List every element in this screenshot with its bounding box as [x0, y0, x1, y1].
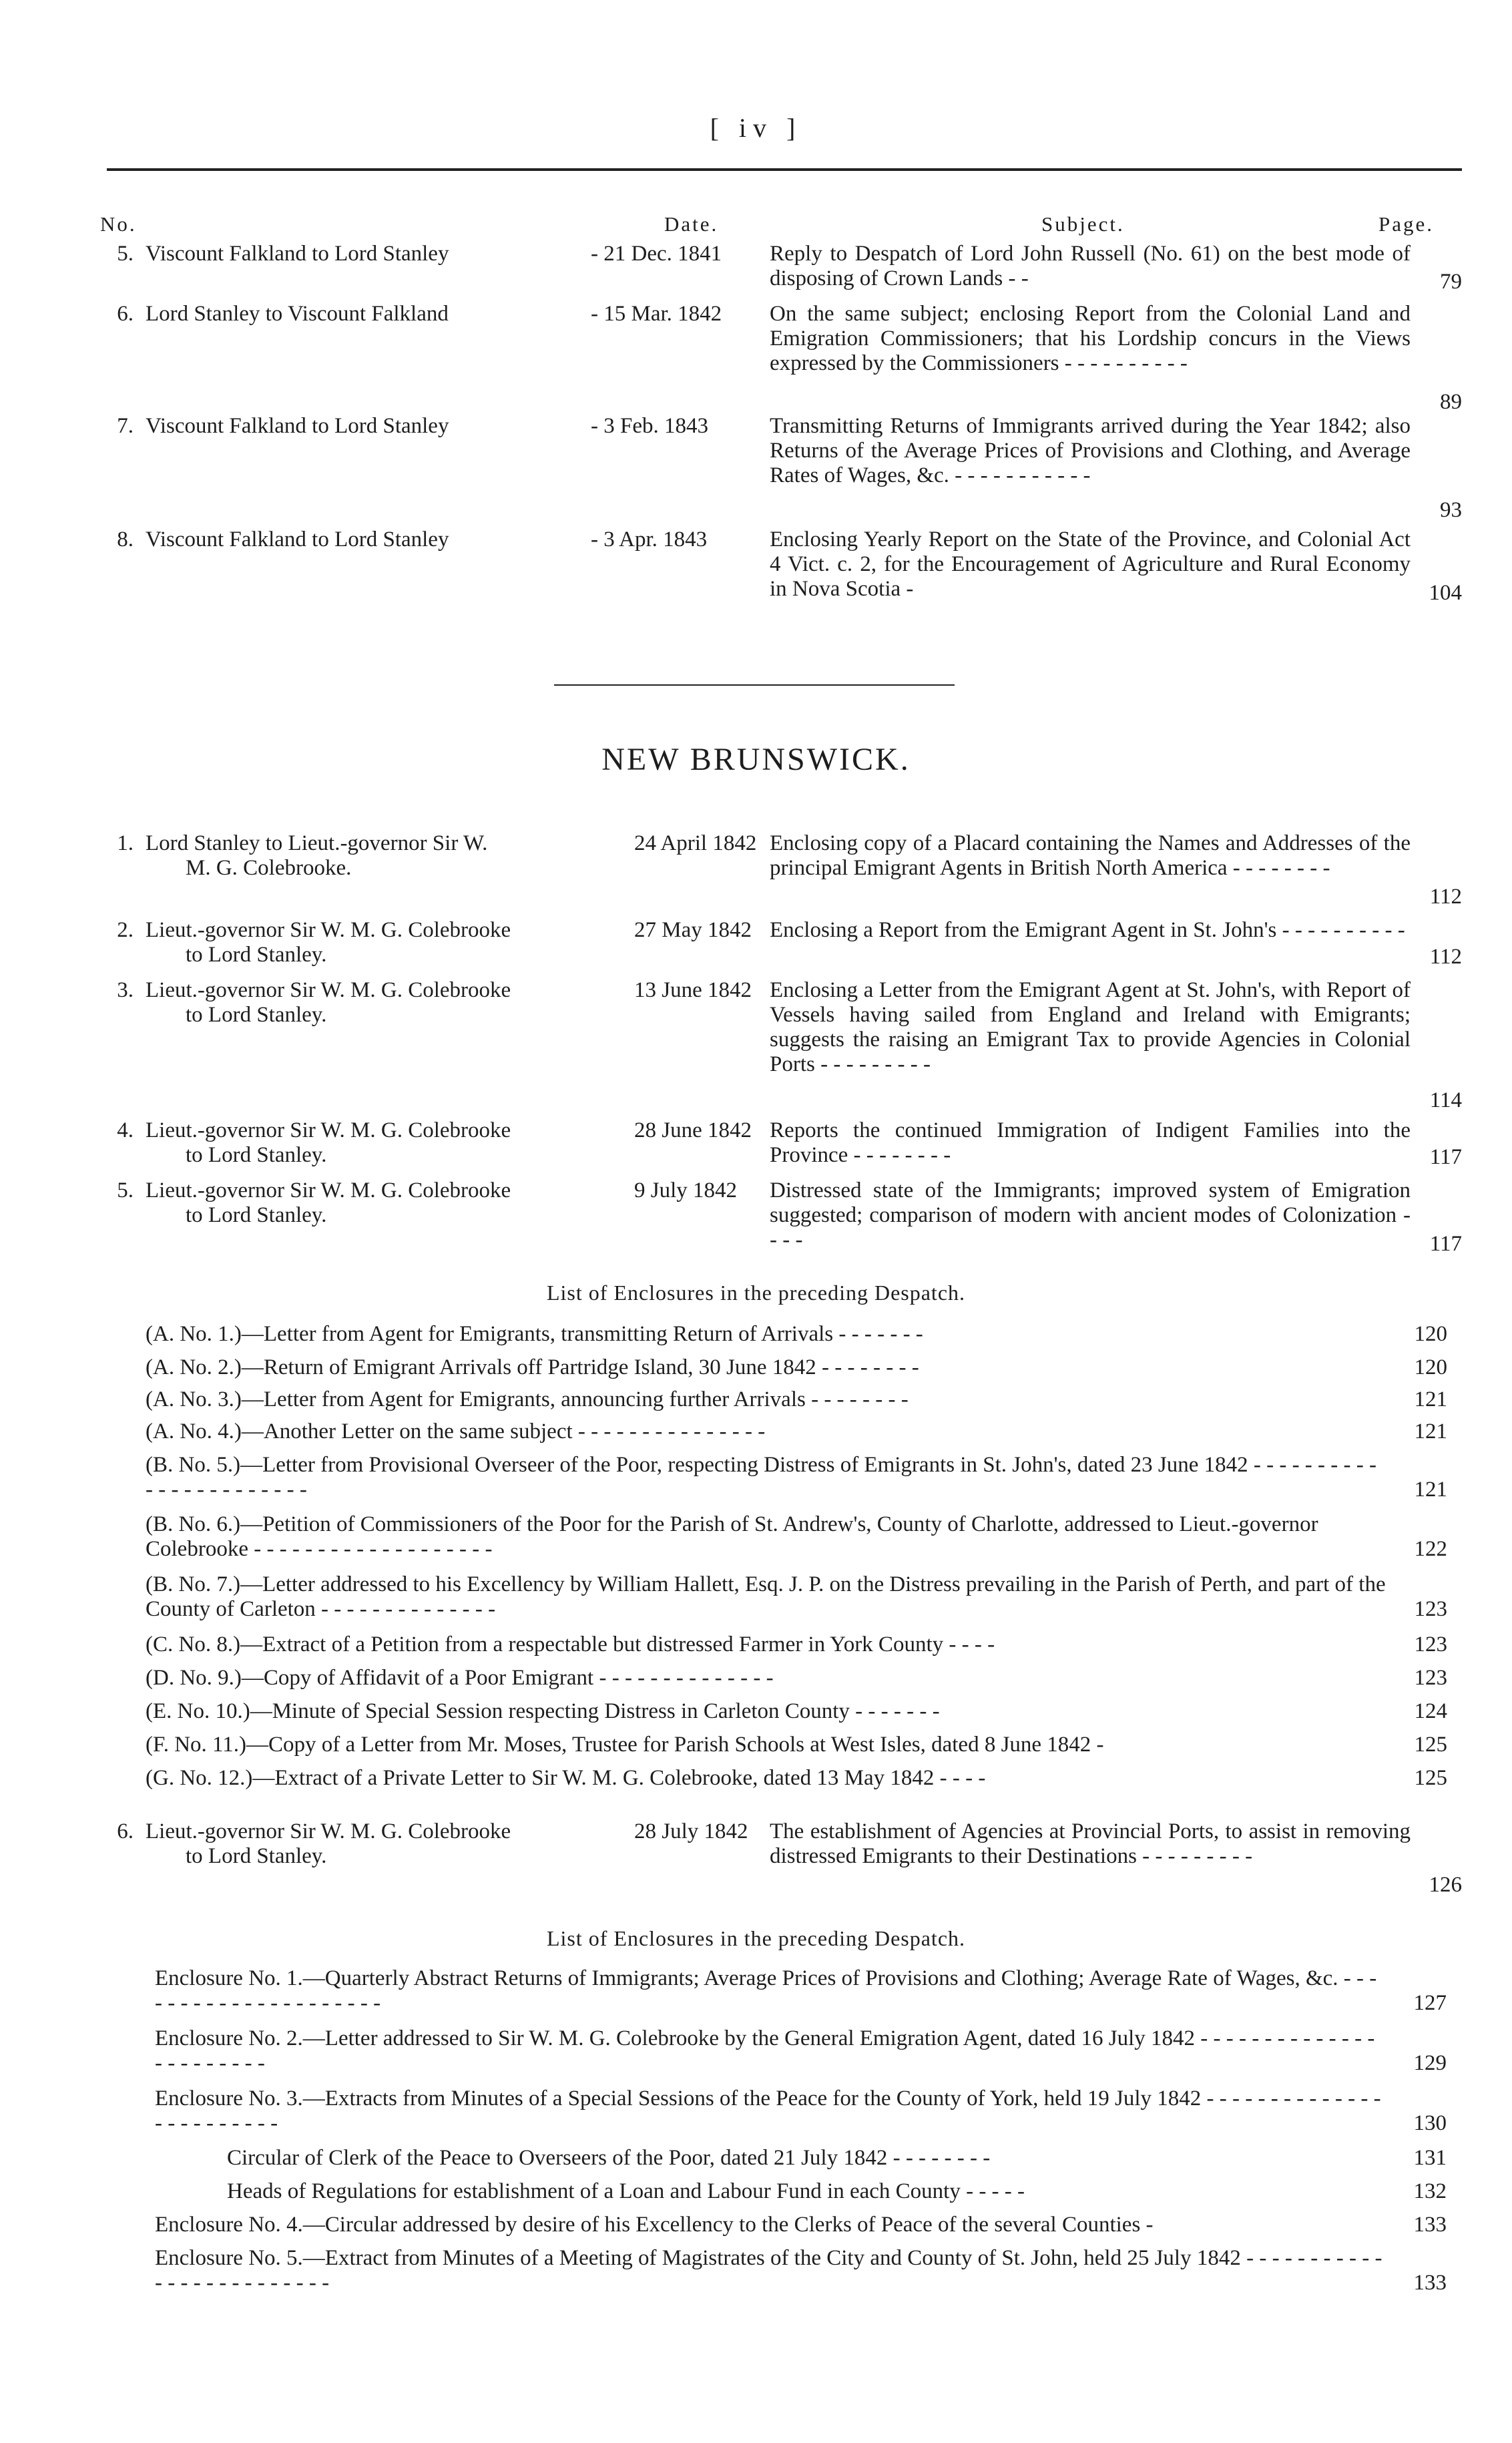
entry-correspondents [146, 831, 613, 881]
entry-subject: The establishment of Agencies at Provincial Ports, to assist in removing distressed Emigrants to their Destinations - - - - - - - - - [770, 1819, 1411, 1868]
enclosure-text: Circular of Clerk of the Peace to Overseers of the Poor, dated 21 July 1842 - - - - - - - - [227, 2146, 991, 2170]
enclosure-sub-item [227, 2146, 1447, 2171]
despatch-entry [100, 918, 1462, 971]
correspondent-line: Lieut.-governor Sir W. M. G. Colebrooke [146, 1819, 511, 1843]
enclosure-text: Enclosure No. 5.—Extract from Minutes of a Meeting of Magistrates of the City and County of St. John, held 25 July 1842 - - - - - - - - - - - - - - - - - - - - - - - - - [155, 2246, 1382, 2295]
despatch-entry [100, 1819, 1462, 1900]
enclosure-item [155, 2213, 1447, 2237]
header-rule [107, 168, 1462, 171]
entry-number: 1. [117, 831, 134, 855]
entry-number: 6. [117, 1819, 134, 1843]
entry-correspondents [146, 1819, 613, 1869]
correspondent-line: M. G. Colebrooke. [186, 856, 352, 880]
enclosure-text: (A. No. 2.)—Return of Emigrant Arrivals off Partridge Island, 30 June 1842 - - - - - - - - [146, 1355, 919, 1379]
entry-date: 28 June 1842 [634, 1118, 752, 1142]
correspondent-line: Lieut.-governor Sir W. M. G. Colebrooke [146, 1118, 511, 1142]
column-header-subject: Subject. [1041, 212, 1125, 236]
entry-date: - 3 Feb. 1843 [591, 414, 708, 438]
entry-subject: Enclosing a Letter from the Emigrant Agent at St. John's, with Report of Vessels having sailed from England and Ireland with Emigrants; suggests the raising an Emigrant Tax to provide Agencies in Colonial Ports - - - - - - - - - [770, 978, 1411, 1076]
entry-subject: Reply to Despatch of Lord John Russell (No. 61) on the best mode of disposing of Crown Lands - - [770, 242, 1411, 290]
enclosure-item [155, 1966, 1447, 2016]
entry-correspondents: Lord Stanley to Viscount Falkland [146, 302, 449, 326]
enclosure-page: 120 [1414, 1322, 1447, 1346]
correspondent-line: Lieut.-governor Sir W. M. G. Colebrooke [146, 918, 511, 942]
column-header-date: Date. [664, 212, 719, 236]
entry-page: 114 [1429, 1088, 1462, 1112]
enclosure-page: 120 [1414, 1355, 1447, 1379]
enclosure-text: Heads of Regulations for establishment of a Loan and Labour Fund in each County - - - - - [227, 2179, 1025, 2203]
enclosure-text: (B. No. 6.)—Petition of Commissioners of the Poor for the Parish of St. Andrew's, County of Charlotte, addressed to Lieut.-governor Colebrooke - - - - - - - - - - - - - - - - - - - [146, 1512, 1318, 1561]
entry-correspondents [146, 1178, 613, 1228]
enclosure-item [146, 1387, 1447, 1412]
despatch-entry [100, 978, 1462, 1112]
enclosure-sub-item [227, 2179, 1447, 2204]
entry-page: 126 [1429, 1873, 1462, 1897]
enclosure-text: (A. No. 4.)—Another Letter on the same subject - - - - - - - - - - - - - - - [146, 1419, 766, 1443]
enclosure-text: Enclosure No. 1.—Quarterly Abstract Returns of Immigrants; Average Prices of Provisions and Clothing; Average Rate of Wages, &c. - - - - - - - - - - - - - - - - - - - - - [155, 1966, 1377, 2015]
enclosures-heading: List of Enclosures in the preceding Despatch. [546, 1281, 966, 1305]
correspondent-line: to Lord Stanley. [186, 1203, 327, 1227]
correspondent-line: to Lord Stanley. [186, 1844, 327, 1868]
section-title: NEW BRUNSWICK. [601, 742, 911, 777]
entry-number: 4. [117, 1118, 134, 1142]
enclosure-item [146, 1512, 1447, 1562]
entry-correspondents [146, 918, 613, 967]
entry-correspondents: Viscount Falkland to Lord Stanley [146, 414, 449, 438]
enclosure-page: 132 [1413, 2179, 1447, 2203]
enclosure-item [155, 2086, 1447, 2136]
entry-subject: Enclosing a Report from the Emigrant Agent in St. John's - - - - - - - - - - [770, 918, 1405, 942]
entry-page: 104 [1429, 581, 1462, 605]
entry-page: 89 [1440, 390, 1462, 414]
enclosure-item [146, 1419, 1447, 1444]
entry-correspondents [146, 978, 613, 1028]
enclosure-page: 131 [1413, 2146, 1447, 2170]
enclosure-page: 121 [1414, 1419, 1447, 1443]
enclosure-text: (B. No. 5.)—Letter from Provisional Overseer of the Poor, respecting Distress of Emigrants in St. John's, dated 23 June 1842 - - - - - - - - - - - - - - - - - - - - - - - [146, 1453, 1376, 1502]
enclosure-text: (D. No. 9.)—Copy of Affidavit of a Poor Emigrant - - - - - - - - - - - - - - [146, 1666, 774, 1690]
correspondent-line: Lieut.-governor Sir W. M. G. Colebrooke [146, 1178, 511, 1202]
entry-number: 6. [117, 302, 134, 326]
correspondent-line: Lord Stanley to Lieut.-governor Sir W. [146, 831, 488, 855]
enclosure-item [146, 1699, 1447, 1724]
entry-number: 7. [117, 414, 134, 438]
enclosure-page: 123 [1414, 1597, 1447, 1621]
entry-page: 117 [1429, 1232, 1462, 1256]
entry-subject: Enclosing Yearly Report on the State of the Province, and Colonial Act 4 Vict. c. 2, for the Encouragement of Agriculture and Rural Economy in Nova Scotia - [770, 527, 1411, 601]
enclosures-heading: List of Enclosures in the preceding Despatch. [546, 1926, 966, 1950]
despatch-entry [100, 1178, 1462, 1259]
despatch-entry [100, 527, 1462, 608]
enclosure-text: (B. No. 7.)—Letter addressed to his Excellency by William Hallett, Esq. J. P. on the Distress prevailing in the Parish of Perth, and part of the County of Carleton - - - - - - - - - - - - - - [146, 1572, 1386, 1621]
entry-number: 5. [117, 1178, 134, 1202]
entry-subject: Enclosing copy of a Placard containing the Names and Addresses of the principal Emigrant Agents in British North America - - - - - - - - [770, 831, 1411, 880]
entry-date: 27 May 1842 [634, 918, 752, 942]
enclosure-page: 123 [1414, 1632, 1447, 1656]
entry-date: - 15 Mar. 1842 [591, 302, 722, 326]
enclosure-page: 125 [1414, 1733, 1447, 1757]
enclosure-item [146, 1666, 1447, 1691]
enclosure-page: 123 [1414, 1666, 1447, 1690]
enclosure-text: Enclosure No. 3.—Extracts from Minutes of a Special Sessions of the Peace for the County of York, held 19 July 1842 - - - - - - - - - - - - - - - - - - - - - - - - [155, 2086, 1381, 2135]
enclosure-page: 130 [1413, 2111, 1447, 2135]
correspondent-line: Lieut.-governor Sir W. M. G. Colebrooke [146, 978, 511, 1002]
enclosure-item [146, 1766, 1447, 1791]
entry-subject: Distressed state of the Immigrants; improved system of Emigration suggested; comparison of modern with ancient modes of Colonization - - - - [770, 1178, 1411, 1252]
entry-correspondents [146, 1118, 613, 1168]
enclosure-item [146, 1355, 1447, 1380]
enclosure-page: 125 [1414, 1766, 1447, 1790]
enclosure-page: 133 [1413, 2213, 1447, 2237]
despatch-entry [100, 302, 1462, 414]
column-header-page: Page. [1378, 212, 1435, 236]
enclosure-text: Enclosure No. 2.—Letter addressed to Sir W. M. G. Colebrooke by the General Emigration Agent, dated 16 July 1842 - - - - - - - - - - - - - - - - - - - - - - - [155, 2026, 1375, 2075]
enclosure-page: 124 [1414, 1699, 1447, 1723]
entry-subject: Reports the continued Immigration of Indigent Families into the Province - - - - - - - - [770, 1118, 1411, 1167]
despatch-entry [100, 414, 1462, 521]
enclosure-page: 121 [1414, 1478, 1447, 1502]
enclosure-item [146, 1572, 1447, 1622]
entry-date: 13 June 1842 [634, 978, 752, 1002]
entry-number: 5. [117, 242, 134, 266]
entry-correspondents: Viscount Falkland to Lord Stanley [146, 527, 449, 551]
section-divider [554, 684, 955, 686]
enclosure-item [155, 2026, 1447, 2076]
enclosure-item [146, 1632, 1447, 1657]
enclosure-text: (A. No. 1.)—Letter from Agent for Emigrants, transmitting Return of Arrivals - - - - - - - [146, 1322, 923, 1346]
entry-date: 9 July 1842 [634, 1178, 738, 1202]
entry-number: 3. [117, 978, 134, 1002]
enclosure-page: 127 [1413, 1991, 1447, 2015]
enclosure-text: (A. No. 3.)—Letter from Agent for Emigrants, announcing further Arrivals - - - - - - - - [146, 1387, 909, 1411]
enclosure-text: (F. No. 11.)—Copy of a Letter from Mr. Moses, Trustee for Parish Schools at West Isles, dated 8 June 1842 - [146, 1733, 1104, 1757]
enclosure-text: Enclosure No. 4.—Circular addressed by desire of his Excellency to the Clerks of Peace of the several Counties - [155, 2213, 1154, 2237]
enclosure-text: (E. No. 10.)—Minute of Special Session respecting Distress in Carleton County - - - - - - - [146, 1699, 940, 1723]
entry-number: 2. [117, 918, 134, 942]
enclosure-item [146, 1322, 1447, 1347]
enclosure-page: 121 [1414, 1387, 1447, 1411]
correspondent-line: to Lord Stanley. [186, 943, 327, 967]
entry-date: 28 July 1842 [634, 1819, 748, 1843]
despatch-entry [100, 831, 1462, 911]
enclosure-page: 133 [1413, 2271, 1447, 2295]
enclosure-text: (C. No. 8.)—Extract of a Petition from a respectable but distressed Farmer in York County - - - - [146, 1632, 995, 1656]
enclosure-item [146, 1733, 1447, 1757]
entry-date: 24 April 1842 [634, 831, 757, 855]
entry-number: 8. [117, 527, 134, 551]
entry-subject: On the same subject; enclosing Report from the Colonial Land and Emigration Commissioners; that his Lordship concurs in the Views expressed by the Commissioners - - - - - - - - - - [770, 302, 1411, 375]
entry-subject: Transmitting Returns of Immigrants arrived during the Year 1842; also Returns of the Average Prices of Provisions and Clothing, and Average Rates of Wages, &c. - - - - - - - - - - - [770, 414, 1411, 487]
entry-correspondents: Viscount Falkland to Lord Stanley [146, 242, 449, 266]
despatch-entry [100, 242, 1462, 295]
enclosure-page: 129 [1413, 2051, 1447, 2075]
entry-page: 112 [1429, 945, 1462, 969]
entry-page: 112 [1429, 885, 1462, 909]
enclosure-page: 122 [1414, 1537, 1447, 1561]
despatch-entry [100, 1118, 1462, 1172]
enclosure-text: (G. No. 12.)—Extract of a Private Letter to Sir W. M. G. Colebrooke, dated 13 May 1842 - - - - [146, 1766, 986, 1790]
entry-page: 93 [1440, 498, 1462, 522]
entry-date: - 3 Apr. 1843 [591, 527, 708, 551]
entry-page: 79 [1440, 270, 1462, 294]
enclosure-item [146, 1453, 1447, 1502]
page-number: [ iv ] [710, 113, 802, 143]
column-header-no: No. [100, 212, 137, 236]
entry-page: 117 [1429, 1145, 1462, 1169]
correspondent-line: to Lord Stanley. [186, 1003, 327, 1027]
enclosure-item [155, 2246, 1447, 2295]
entry-date: - 21 Dec. 1841 [591, 242, 722, 266]
correspondent-line: to Lord Stanley. [186, 1143, 327, 1167]
